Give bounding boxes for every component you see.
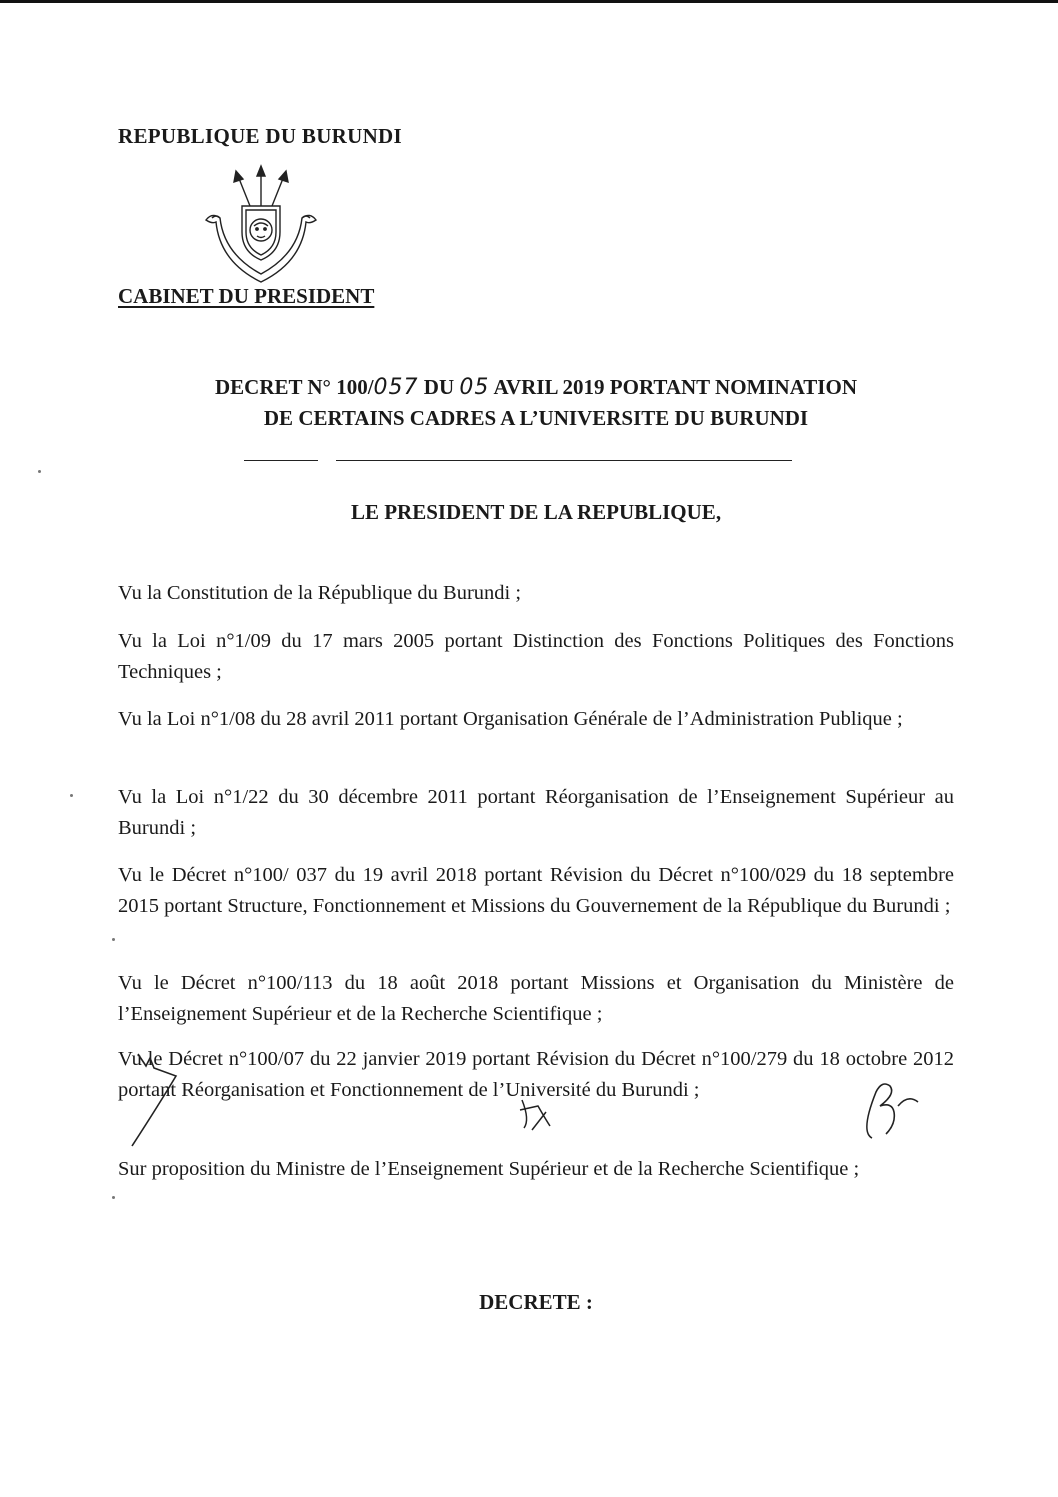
decrete-heading: DECRETE : xyxy=(479,1290,593,1314)
visa-constitution: Vu la Constitution de la République du Burundi ; xyxy=(118,582,522,604)
decree-number-handwritten: 057 xyxy=(373,375,419,400)
decree-title-line-1 xyxy=(118,372,954,403)
visa-decret-100-07: Vu le Décret n°100/07 du 22 janvier 2019 portant Révision du Décret n°100/279 du 18 octobre 2012 portant Réorganisation et Fonctionnement de l’Université du Burundi ; xyxy=(118,1048,954,1101)
separator-line-left xyxy=(244,460,318,461)
visa-decret-100-113: Vu le Décret n°100/113 du 18 août 2018 portant Missions et Organisation du Ministère de l’Enseignement Supérieur et de la Recherche Scientifique ; xyxy=(118,972,954,1025)
paraphe-right-signature xyxy=(852,1072,932,1152)
visa-loi-1-22: Vu la Loi n°1/22 du 30 décembre 2011 portant Réorganisation de l’Enseignement Supérieur au Burundi ; xyxy=(118,786,954,839)
decree-day-handwritten: 05 xyxy=(459,375,490,400)
visa-loi-1-08: Vu la Loi n°1/08 du 28 avril 2011 portant Organisation Générale de l’Administration Publique ; xyxy=(118,708,903,730)
decree-title xyxy=(118,372,954,433)
separator-line-right xyxy=(336,460,792,461)
coat-of-arms-emblem xyxy=(198,162,324,286)
scan-speck xyxy=(38,470,41,473)
visa-decret-100-037: Vu le Décret n°100/ 037 du 19 avril 2018 portant Révision du Décret n°100/029 du 18 septembre 2015 portant Structure, Fonctionnement et Missions du Gouvernement de la République du Burundi ; xyxy=(118,864,954,917)
decree-title-prefix: DECRET N° 100/ xyxy=(215,375,374,399)
scan-speck xyxy=(70,794,73,797)
decree-title-line-2: DE CERTAINS CADRES A L’UNIVERSITE DU BURUNDI xyxy=(263,406,809,430)
country-header: REPUBLIQUE DU BURUNDI xyxy=(118,124,402,148)
page-top-edge xyxy=(0,0,1058,3)
decree-title-rest: AVRIL 2019 PORTANT NOMINATION xyxy=(489,375,857,399)
cabinet-header: CABINET DU PRESIDENT xyxy=(118,284,375,308)
decree-title-du: DU xyxy=(418,375,460,399)
paraphe-center-signature xyxy=(516,1090,556,1134)
visa-loi-1-09: Vu la Loi n°1/09 du 17 mars 2005 portant Distinction des Fonctions Politiques des Fonctions Techniques ; xyxy=(118,630,954,683)
visa-proposition-ministre: Sur proposition du Ministre de l’Enseignement Supérieur et de la Recherche Scientifique ; xyxy=(118,1158,860,1180)
scan-speck xyxy=(112,1196,115,1199)
president-heading: LE PRESIDENT DE LA REPUBLIQUE, xyxy=(350,500,722,524)
paraphe-left-signature xyxy=(124,1046,194,1156)
scan-speck xyxy=(112,938,115,941)
